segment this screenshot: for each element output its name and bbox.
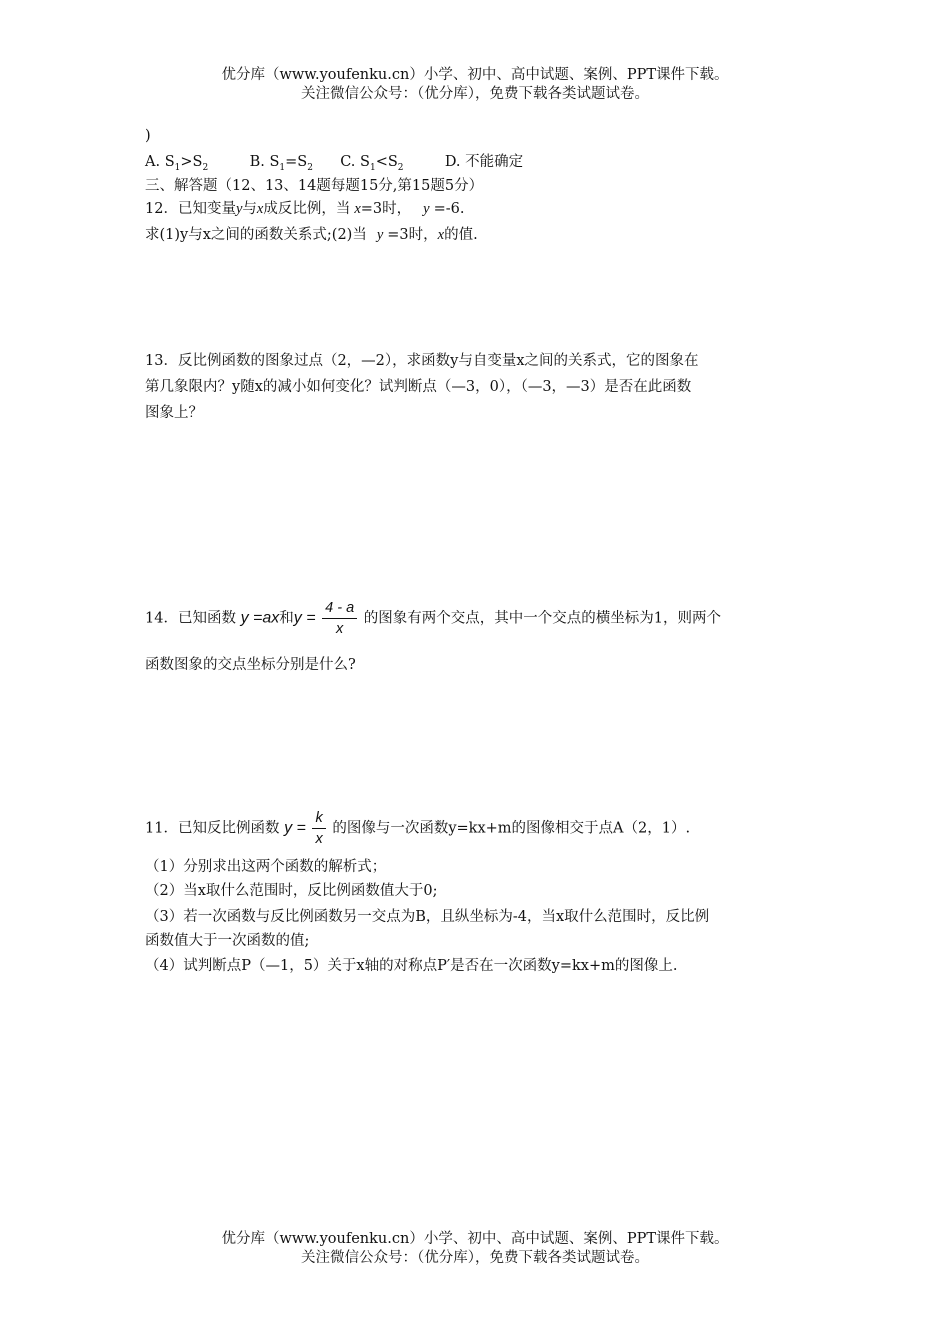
var-y: y [235, 201, 243, 217]
q11-fraction [312, 808, 325, 849]
question-13-line-1: 13．反比例函数的图象过点（2，—2），求函数y与自变量x之间的关系式，它的图象在 [145, 353, 699, 369]
option-d: D. 不能确定 [444, 154, 524, 170]
option-a [145, 152, 245, 178]
option-a-label: A. S [145, 154, 175, 170]
q12-text: 的值. [444, 227, 478, 243]
sub: 2 [307, 162, 313, 173]
var-x: x [354, 201, 361, 217]
q14-text: 14．已知函数 [145, 610, 236, 627]
header-line-2: 关注微信公众号：（优分库），免费下载各类试题试卷。 [301, 86, 649, 102]
header-line-1: 优分库（www.youfenku.cn）小学、初中、高中试题、案例、PPT课件下载。 [221, 67, 729, 83]
q11-numerator: k [312, 808, 325, 829]
option-c [340, 152, 440, 178]
q11-text: 11．已知反比例函数 [145, 820, 280, 837]
closing-paren [145, 126, 151, 146]
var-y: y [423, 201, 430, 217]
q14-numerator: 4 - a [322, 598, 357, 619]
question-11-part-3b: 函数值大于一次函数的值; [145, 933, 310, 949]
question-11-part-1: （1）分别求出这两个函数的解析式； [145, 859, 387, 875]
question-13-line-2: 第几象限内？y随x的减小如何变化？试判断点（—3，0），（—3，—3）是否在此函数 [145, 379, 692, 395]
footer-line-1: 优分库（www.youfenku.cn）小学、初中、高中试题、案例、PPT课件下载。 [221, 1231, 729, 1247]
question-12-line-2 [145, 225, 478, 245]
q12-text: 求(1)y与x之间的函数关系式;(2)当 [145, 227, 367, 243]
paren-text: ) [145, 128, 151, 144]
question-11-part-3a: （3）若一次函数与反比例函数另一交点为B，且纵坐标为-4，当x取什么范围时，反比例 [145, 909, 710, 925]
sub: 2 [202, 162, 209, 173]
q14-fraction [322, 598, 357, 639]
question-14-line-1 [145, 598, 721, 639]
q12-text: 成反比例，当 [263, 201, 351, 217]
q14-formula-ax: y =ax [240, 609, 280, 627]
option-c-label: C. S [340, 154, 370, 170]
option-b [250, 152, 336, 178]
q11-text: 的图像与一次函数y=kx+m的图像相交于点A（2，1）. [332, 820, 691, 837]
question-12-line-1 [145, 199, 464, 219]
section-three-heading: 三、解答题（12、13、14题每题15分,第15题5分） [145, 178, 484, 194]
option-b-label: B. S [249, 154, 280, 170]
option-b-rel: =S [285, 154, 308, 170]
page-header [0, 66, 950, 104]
options-row [145, 152, 523, 178]
q11-formula-y: y = [284, 819, 306, 837]
option-c-rel: <S [375, 154, 398, 170]
question-11-line-1 [145, 808, 690, 849]
page-footer [0, 1230, 950, 1268]
q14-denominator: x [336, 621, 344, 637]
q14-formula-y: y = [293, 609, 316, 627]
var-x: x [437, 227, 445, 243]
footer-line-2: 关注微信公众号：（优分库），免费下载各类试题试卷。 [301, 1250, 649, 1266]
q12-text: =3时， [387, 227, 438, 243]
question-13-line-3: 图象上？ [145, 405, 203, 421]
q12-text: =3时， [360, 201, 412, 217]
var-y: y [376, 227, 384, 243]
question-11-part-2: （2）当x取什么范围时，反比例函数值大于0; [145, 883, 438, 899]
sub: 1 [174, 162, 181, 173]
sub: 1 [369, 162, 376, 173]
question-14-line-2: 函数图象的交点坐标分别是什么? [145, 657, 356, 673]
option-a-rel: >S [180, 154, 203, 170]
q12-text: =-6. [433, 201, 465, 217]
q12-text: 12．已知变量 [145, 201, 236, 217]
sub: 1 [279, 162, 286, 173]
q14-and: 和 [279, 610, 294, 627]
q12-text: 与 [242, 201, 257, 217]
question-11-part-4: （4）试判断点P（—1，5）关于x轴的对称点P′是否在一次函数y=kx+m的图像上. [145, 958, 678, 974]
var-x: x [256, 201, 264, 217]
q11-denominator: x [315, 831, 323, 847]
sub: 2 [397, 162, 404, 173]
q14-text: 的图象有两个交点，其中一个交点的横坐标为1，则两个 [363, 610, 722, 627]
